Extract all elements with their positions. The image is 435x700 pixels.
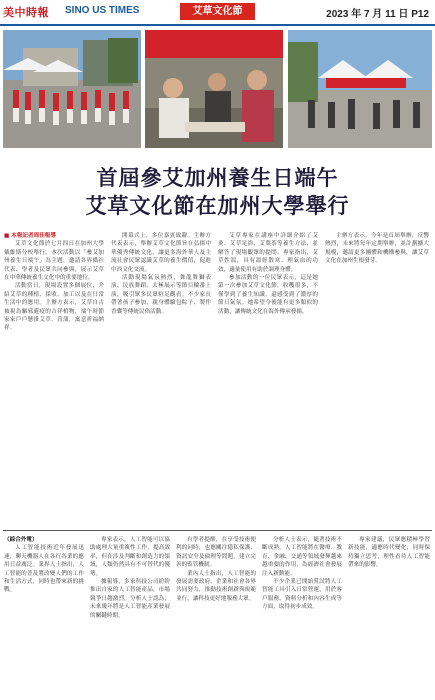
article-divider [3,530,432,531]
headline-line-2: 艾草文化節在加州大學舉行 [85,193,350,218]
article-1-column-1 [4,232,104,524]
article-1-paragraph: 艾草專家在講座中詳細介紹了艾灸、艾草足浴、艾葉茶等養生方法，並解答了現場觀眾的提問。專家指出，艾草性溫，具有溫經散寒、理氣血的功效，適量使用有助於調理身體。 [218,233,318,273]
newspaper-logo: 美中時報 [3,6,49,19]
photo-booth-visitors [145,30,283,148]
article-2-paragraph: 專家建議，民眾應積極學習新技能，適應時代變化，同時保持獨立思考，理性看待人工智能帶來的影響。 [348,537,430,569]
article-2-paragraph: 人工智能技術近年發展迅速，聊天機器人在各行各業的應用日益廣泛。業界人士指出，人工智能的普及將改變人們的工作和生活方式，同時也帶來新的挑戰。 [4,545,84,594]
article-2-column-5 [348,536,430,696]
photo-performers [3,30,141,148]
article-1-column-4 [325,232,429,524]
article-2-paragraph: 分析人士表示，隨著技術不斷成熟，人工智能將在醫療、教育、金融、交通等領域發揮越來越重要的作用，為經濟社會發展注入新動能。 [262,537,342,577]
article-1-column-3 [218,232,318,524]
article-1-column-2 [111,232,211,524]
article-2-column-1 [4,536,84,696]
article-2-byline: （綜合外電） [4,537,38,543]
headline-line-1: 首屆參艾加州養生日端午 [96,165,339,190]
article-2-paragraph: 有學者提醒，在享受技術便利的同時，也應關注隱私保護、資訊安全及倫理等問題，建立完善的監管機制。 [176,537,256,569]
issue-date-page: 2023 年 7 月 11 日 P12 [326,9,429,20]
masthead-rule [0,24,435,26]
article-1-paragraph: 主辦方表示，今年是首屆舉辦，反響熱烈，未來將每年定期舉辦，並計劃擴大規模，邀請更多團體和機構參與，讓艾草文化在加州生根發芽。 [325,233,429,265]
article-1-paragraph: 開幕式上，多位嘉賓致辭。主辦方代表表示，舉辦艾草文化節旨在弘揚中華優秀傳統文化，讓更多海外華人及主流社會民眾認識艾草的養生價值，促進中西文化交流。 [111,233,211,273]
article-2-paragraph: 據報導，多家科技公司紛紛推出自家的人工智能產品，市場競爭日趨激烈。分析人士認為，未來幾年將是人工智能產業發展的關鍵時期。 [90,579,170,619]
article-1-paragraph: 活動當日，現場設置多個展位，介紹艾草的種植、採收、加工以及在日常生活中的應用。主辦方表示，艾草自古被視為驅邪避疫的吉祥植物，端午時節家家戶戶懸掛艾草、菖蒲，寓意祈福納祥。 [4,283,104,332]
article-1-paragraph: 活動現場氣氛熱烈，舞龍舞獅表演、民族舞蹈、太極展示等節目輪番上演，吸引眾多民眾駐足觀看。不少家長帶著孩子參加，親身體驗包粽子、製作香囊等傳統民俗活動。 [111,275,211,315]
article-2-column-4 [262,536,342,696]
article-2-column-2 [90,536,170,696]
article-2-column-3 [176,536,256,696]
article-1-byline: ■ 本報記者周佳報導 [4,233,56,239]
article-2-paragraph: 不少企業已開始嘗試將人工智能工具引入日常營運，用於客戶服務、資料分析和內容生成等方面，取得初步成效。 [262,579,342,611]
article-2-paragraph: 專家表示，人工智能可以協助處理大量重複性工作，提高效率，但在涉及判斷和創造力的領域，人類仍然具有不可替代的優勢。 [90,537,170,577]
section-tag: 艾草文化節 [180,3,255,20]
article-2-paragraph: 業內人士指出，人工智能的發展需要政府、企業和社會各界共同努力，推動技術創新與規範並行，讓科技更好地服務大眾。 [176,570,256,602]
article-1-paragraph: 艾草文化節於七月四日在加州大學戴維斯分校舉行。本次活動以「參艾加州養生日端午」為主題，邀請各界僑社代表、學者及民眾共同參與，展示艾草在中華傳統養生文化中的重要地位。 [4,241,104,282]
photo-tents-crowd [288,30,432,148]
article-1-paragraph: 參加活動的一位民眾表示，這是她第一次參加艾草文化節，收穫很多，不僅學到了養生知識，還感受到了濃厚的節日氣氛。她希望今後能有更多類似的活動，讓傳統文化在海外傳承發揚。 [218,275,318,315]
masthead [0,0,435,24]
newspaper-name-english: SINO US TIMES [65,5,140,16]
